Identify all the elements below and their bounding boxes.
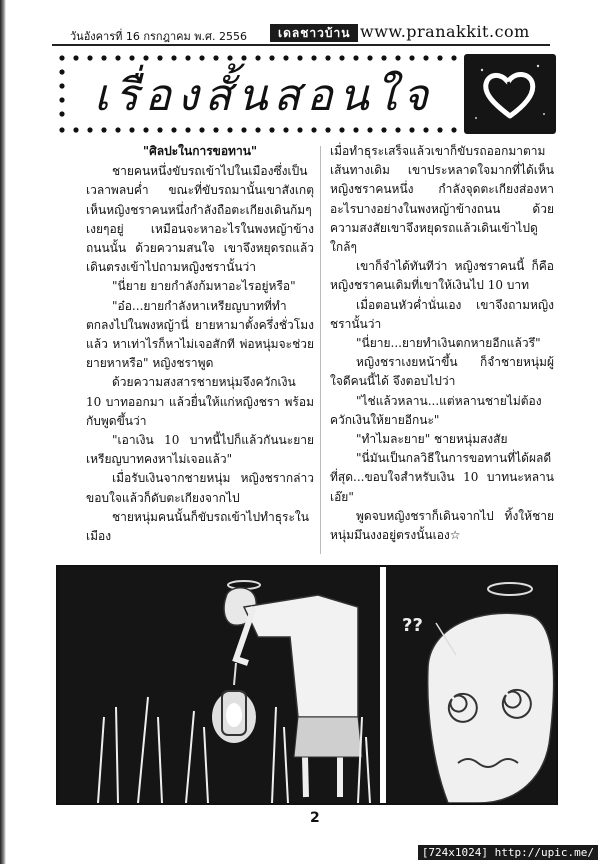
page-number: 2 [310,810,320,826]
story-column-right [330,142,554,545]
page-title: เรื่องสั้นสอนใจ [94,70,435,121]
paragraph: ชายหนุ่มคนนั้นก็ขับรถเข้าไปทำธุระในเมือง [86,509,309,544]
issue-date: วันอังคารที่ 16 กรกฎาคม พ.ศ. 2556 [70,30,247,43]
speech-marks: ?? [402,615,423,636]
comic-illustration [56,565,558,805]
paragraph: ชายคนหนึ่งขับรถเข้าไปในเมืองซึ่งเป็นเวลาพลบค่ำ ขณะที่ขับรถมานั้นเขาสังเกตุเห็นหญิงชราคนหนึ่งกำลังถือตะเกียงเดินก้มๆ เงยๆอยู่ เหมือนจะหาอะไรในพงหญ้าข้างถนนนั้น ด้วยความสนใจ เขาจึงหยุดรถแล้วเดินตรงเข้าไปถามหญิงชรานั้นว่า [86,164,314,275]
paragraph: เขาก็จำได้ทันทีว่า หญิงชราคนนี้ ก็คือหญิงชราคนเดิมที่เขาให้เงินไป 10 บาท [330,259,554,293]
heart-icon [464,54,556,134]
paragraph: หญิงชราเงยหน้าขึ้น ก็จำชายหนุ่มผู้ใจดีคนนี้ได้ จึงตอบไปว่า [330,355,554,389]
paragraph: "นี่ยาย...ยายทำเงินตกหายอีกแล้วรึ" [356,336,541,351]
newspaper-brand: เดลชาวบ้าน [270,24,358,42]
story-column-left [86,142,314,546]
paragraph: เมื่อทำธุระเสร็จแล้วเขาก็ขับรถออกมาตามเส้นทางเดิม เขาประหลาดใจมากที่ได้เห็นหญิงชราคนหนึ่ง กำลังจุดตะเกียงส่องหาอะไรบางอย่างในพงหญ้าข้างถนน ด้วยความสงสัยเขาจึงหยุดรถแล้วเดินเข้าไปดูใกล้ๆ [330,144,554,255]
paragraph: เมื่อตอนหัวค่ำนั่นเอง เขาจึงถามหญิงชรานั้นว่า [330,297,554,331]
scan-edge [0,0,6,864]
paragraph: "เอาเงิน 10 บาทนี้ไปก็แล้วกันนะยาย เหรียญบาทคงหาไม่เจอแล้ว" [86,433,314,467]
website-url: www.pranakkit.com [360,22,530,41]
story-heading: "ศิลปะในการขอทาน" [142,144,258,158]
image-host-watermark: [724x1024] http://upic.me/ [418,845,598,860]
title-banner [56,52,554,136]
heart-illustration [464,54,556,134]
paragraph: "นี่ยาย ยายกำลังก้มหาอะไรอยู่หรือ" [112,279,296,294]
paragraph: "นี่มันเป็นกลวิธีในการขอทานที่ได้ผลดีที่สุด...ขอบใจสำหรับเงิน 10 บาทนะหลานเอ๊ย" [330,451,554,504]
header-rule [52,44,550,46]
paragraph: ด้วยความสงสารชายหนุ่มจึงควักเงิน 10 บาทออกมา แล้วยื่นให้แก่หญิงชรา พร้อมกับพูดขึ้นว่า [86,375,314,428]
paragraph: "ทำไมละยาย" ชายหนุ่มสงสัย [356,432,508,447]
comic-panels [58,567,556,803]
paragraph: เมื่อรับเงินจากชายหนุ่ม หญิงชรากล่าวขอบใจแล้วก็ดับตะเกียงจากไป [86,471,314,505]
column-divider [320,146,321,554]
paragraph: "ไช่แล้วหลาน...แต่หลานชายไม่ต้องควักเงินให้ยายอีกนะ" [330,393,542,427]
paragraph: "อ๋อ...ยายกำลังหาเหรียญบาทที่ทำตกลงไปในพงหญ้านี่ ยายหามาตั้งครึ่งชั่วโมงแล้ว หาเท่าไรก็หาไม่เจอสักที พ่อหนุ่มจะช่วยยายหาหรือ" หญิงชราพูด [86,298,314,371]
paragraph: พูดจบหญิงชราก็เดินจากไป ทิ้งให้ชายหนุ่มมึนงงอยู่ตรงนั้นเอง☆ [330,508,554,543]
